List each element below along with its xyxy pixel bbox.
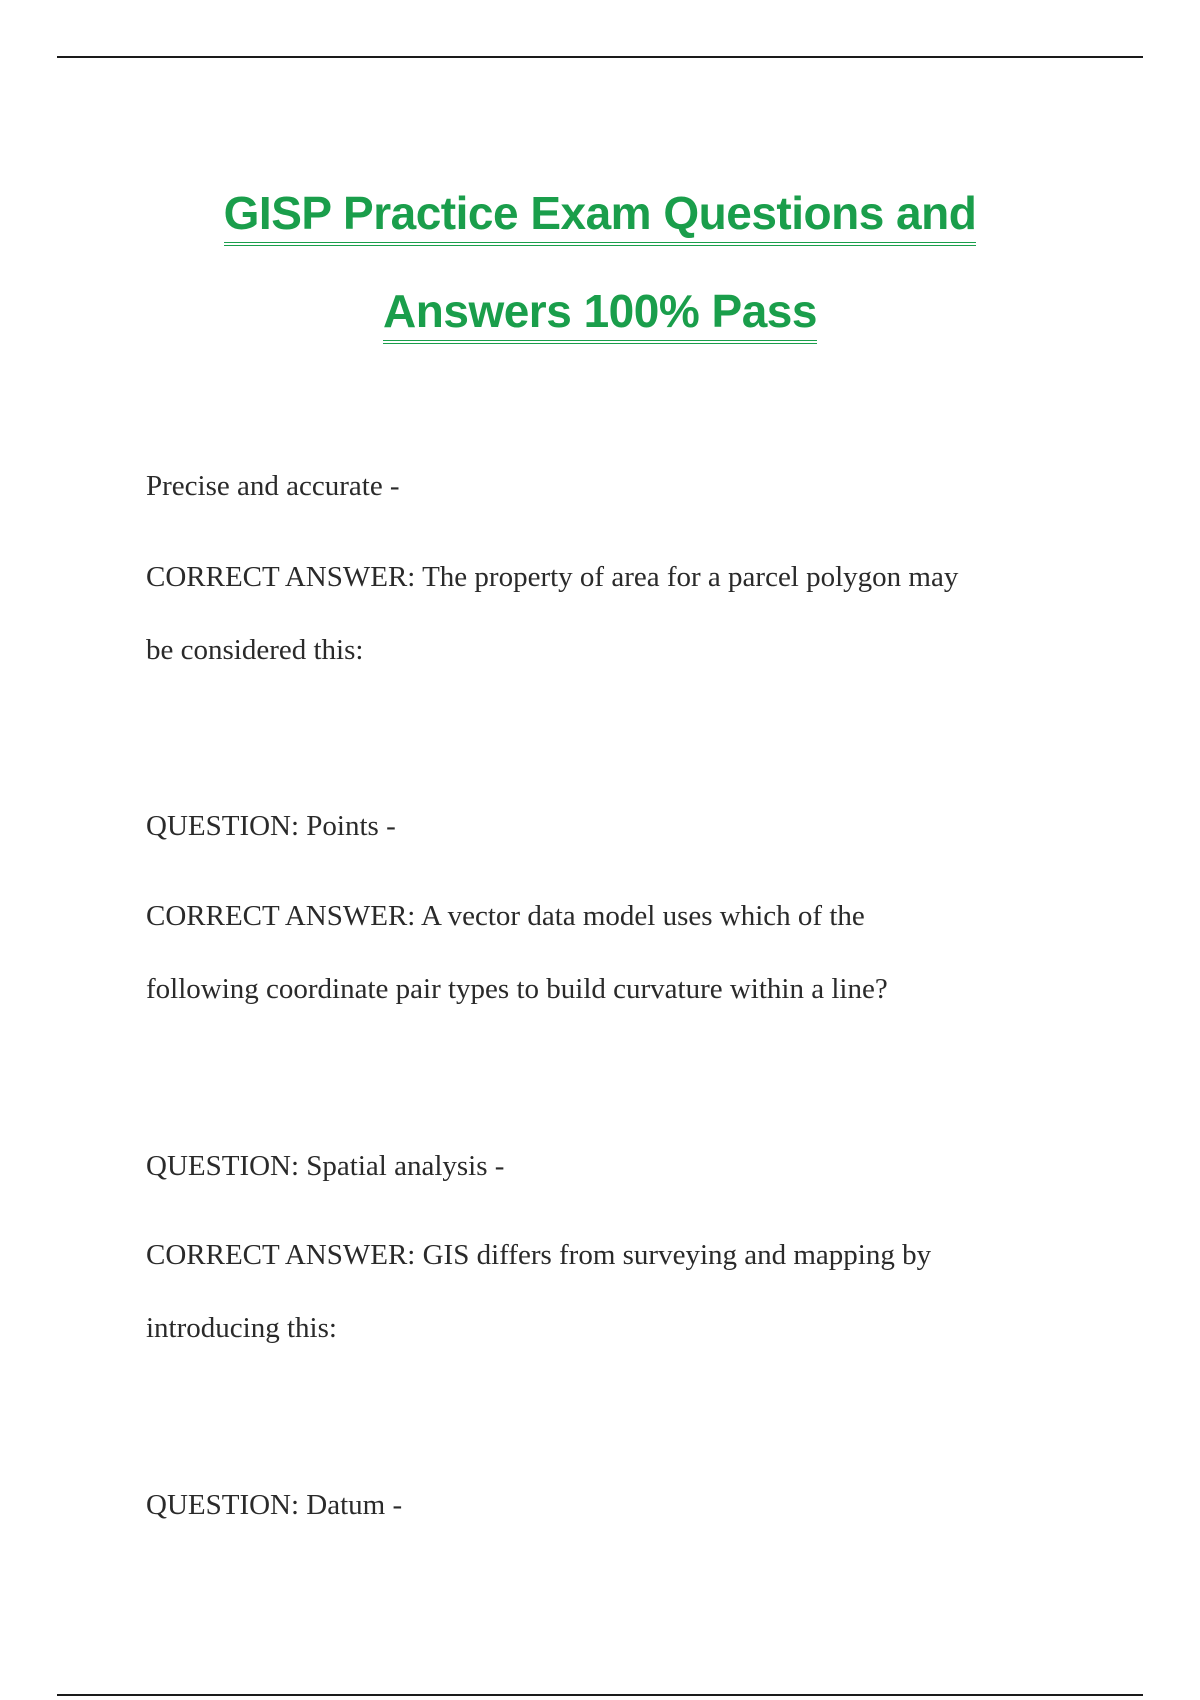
question-4: QUESTION: Datum - — [146, 1489, 403, 1521]
bottom-rule — [57, 1694, 1143, 1696]
answer-1-line-2: be considered this: — [146, 634, 364, 666]
answer-2-line-2: following coordinate pair types to build curvature within a line? — [146, 973, 888, 1005]
answer-3-line-2: introducing this: — [146, 1312, 337, 1344]
document-title-line-1 — [0, 187, 1200, 246]
top-rule — [57, 56, 1143, 58]
answer-3-line-1: CORRECT ANSWER: GIS differs from surveying and mapping by — [146, 1239, 932, 1271]
title-text-1: GISP Practice Exam Questions and — [224, 190, 977, 246]
document-title-line-2 — [0, 285, 1200, 344]
question-2: QUESTION: Points - — [146, 810, 396, 842]
question-1: Precise and accurate - — [146, 470, 400, 502]
question-3: QUESTION: Spatial analysis - — [146, 1150, 505, 1182]
answer-1-line-1: CORRECT ANSWER: The property of area for a parcel polygon may — [146, 561, 959, 593]
title-text-2: Answers 100% Pass — [383, 288, 817, 344]
answer-2-line-1: CORRECT ANSWER: A vector data model uses which of the — [146, 900, 865, 932]
